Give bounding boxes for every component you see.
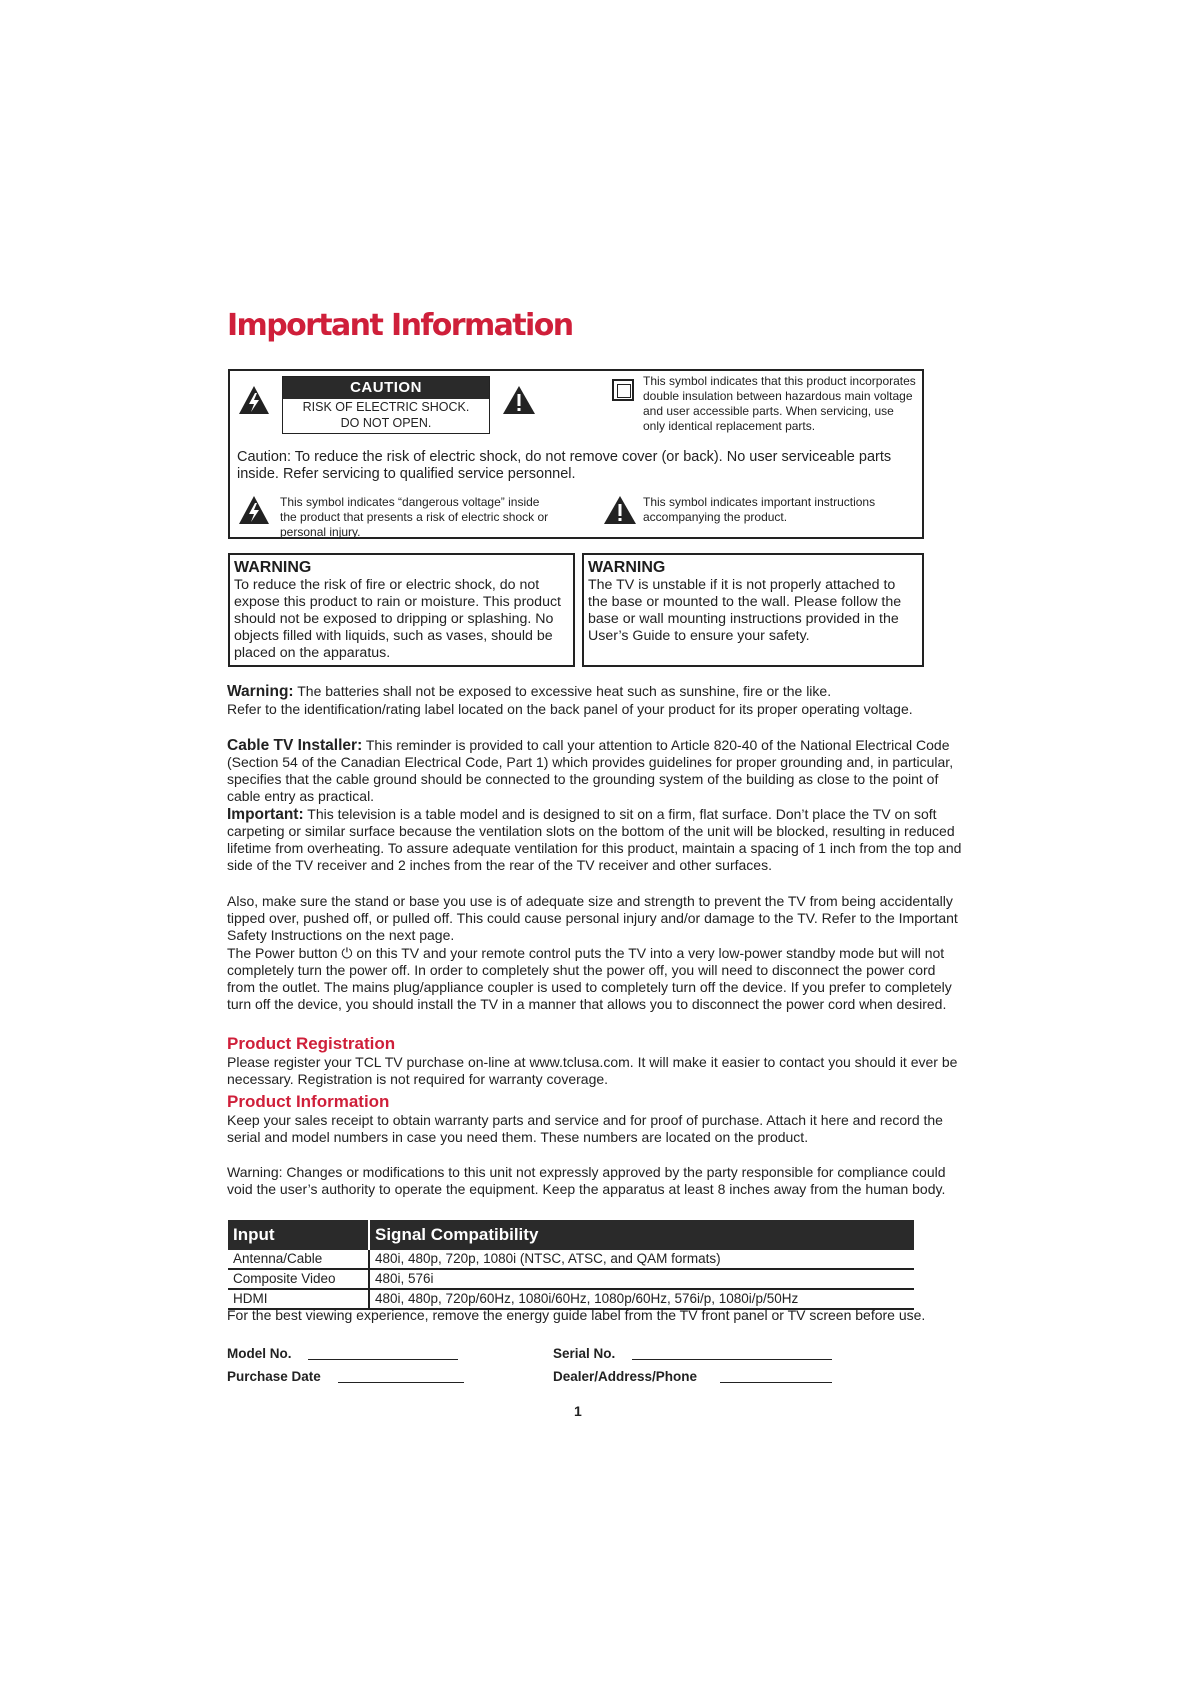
table-cell: 480i, 480p, 720p, 1080i (NTSC, ATSC, and QAM formats)	[369, 1250, 914, 1269]
instructions-text: This symbol indicates important instructions accompanying the product.	[643, 495, 876, 524]
warning-text: The TV is unstable if it is not properly attached to the base or mounted to the wall. Please follow the base or wall mounting instructions provided in the User’s Guide to ensure your safety.	[588, 577, 902, 644]
warning-box-fire	[228, 553, 575, 667]
battery-warning-lead: Warning:	[227, 683, 294, 700]
product-registration-heading: Product Registration	[227, 1034, 396, 1053]
battery-warning	[227, 683, 967, 700]
caution-text: Caution: To reduce the risk of electric shock, do not remove cover (or back). No user serviceable parts inside. Refer servicing to qualified service personnel.	[237, 449, 892, 482]
warning-box-stability	[582, 553, 924, 667]
table-row	[228, 1289, 914, 1309]
power-note	[227, 945, 967, 1013]
table-cell: Antenna/Cable	[228, 1250, 369, 1269]
product-information-text: Keep your sales receipt to obtain warranty parts and service and for proof of purchase. Attach it here and record the serial and model numbers in case you need them. These numbers are located on the product.	[227, 1112, 943, 1145]
page-number: 1	[574, 1403, 582, 1419]
table-cell: Composite Video	[228, 1269, 369, 1289]
signal-compatibility-table	[228, 1220, 914, 1310]
purchase-date-line[interactable]	[338, 1382, 464, 1383]
double-insulation-text: This symbol indicates that this product incorporates double insulation between hazardous main voltage and user accessible parts. When servicing, use only identical replacement parts.	[643, 374, 916, 433]
column-header-signal: Signal Compatibility	[369, 1220, 914, 1250]
caution-box	[228, 369, 924, 539]
table-header-row	[228, 1220, 914, 1250]
warning-text: To reduce the risk of fire or electric shock, do not expose this product to rain or moisture. This product should not be exposed to dripping or splashing. No objects filled with liquids, such as vases, should be placed on the apparatus.	[234, 577, 561, 661]
table-cell: 480i, 480p, 720p/60Hz, 1080i/60Hz, 1080p/60Hz, 576i/p, 1080i/p/50Hz	[369, 1289, 914, 1309]
dealer-line[interactable]	[720, 1382, 832, 1383]
model-number-label: Model No.	[227, 1346, 292, 1361]
caution-risk-line: RISK OF ELECTRIC SHOCK.	[302, 400, 470, 414]
cable-installer-note	[227, 737, 967, 805]
dealer-label: Dealer/Address/Phone	[553, 1369, 698, 1384]
warning-title: WARNING	[588, 559, 666, 576]
lightning-triangle-icon	[238, 495, 270, 525]
caution-do-not-open: DO NOT OPEN.	[340, 416, 432, 430]
table-row	[228, 1250, 914, 1269]
caution-label	[282, 376, 490, 434]
product-information-heading: Product Information	[227, 1092, 390, 1111]
dangerous-voltage-text: This symbol indicates “dangerous voltage” inside the product that presents a risk of electric shock or personal injury.	[280, 495, 549, 539]
important-note	[227, 806, 967, 874]
exclamation-triangle-icon	[603, 495, 637, 525]
stand-note: Also, make sure the stand or base you use is of adequate size and strength to prevent the TV from being accidentally tipped over, pushed off, or pulled off. This could cause personal injury and/or damage to the TV. Refer to the Important Safety Instructions on the next page.	[227, 893, 958, 943]
table-cell: 480i, 576i	[369, 1269, 914, 1289]
power-note-text-a: The Power button	[227, 945, 342, 961]
rating-note: Refer to the identification/rating label located on the back panel of your product for its proper operating voltage.	[227, 701, 913, 717]
cable-installer-lead: Cable TV Installer:	[227, 737, 363, 754]
column-header-input: Input	[228, 1220, 369, 1250]
viewing-note: For the best viewing experience, remove the energy guide label from the TV front panel or TV screen before use.	[227, 1307, 926, 1323]
cable-installer-text: This reminder is provided to call your attention to Article 820-40 of the National Electrical Code (Section 54 of the Canadian Electrical Code, Part 1) which provides guidelines for proper grounding and, in particular, specifies that the cable ground should be connected to the grounding system of the building as close to the point of cable entry as practical.	[227, 737, 954, 804]
lightning-triangle-icon	[238, 385, 270, 415]
important-text: This television is a table model and is designed to sit on a firm, flat surface. Don’t place the TV on soft carpeting or similar surface because the ventilation slots on the bottom of the unit will be blocked, resulting in reduced lifetime from overheating. To assure adequate ventilation for this product, maintain a spacing of 1 inch from the top and side of the TV receiver and 2 inches from the rear of the TV receiver and other surfaces.	[227, 806, 962, 873]
caution-header: CAUTION	[283, 377, 489, 399]
warning-title: WARNING	[234, 559, 312, 576]
table-row	[228, 1269, 914, 1289]
registration-text: Please register your TCL TV purchase on-line at www.tclusa.com. It will make it easier to contact you should it ever be necessary. Registration is not required for warranty coverage.	[227, 1054, 958, 1087]
table-cell: HDMI	[228, 1289, 369, 1309]
modification-warning: Warning: Changes or modifications to this unit not expressly approved by the party responsible for compliance could void the user’s authority to operate the equipment. Keep the apparatus at least 8 inches away from the human body.	[227, 1164, 946, 1197]
double-insulation-icon	[612, 379, 634, 401]
exclamation-triangle-icon	[502, 385, 536, 415]
important-lead: Important:	[227, 806, 304, 823]
power-note-text-b: on this TV and your remote control puts the TV into a very low-power standby mode but will not completely turn the power off. In order to completely shut the power off, you will need to disconnect the power cord from the outlet. The mains plug/appliance coupler is used to completely turn off the device. If you prefer to completely turn off the device, you should install the TV in a manner that allows you to disconnect the power cord when desired.	[227, 945, 952, 1012]
power-icon: ⏻	[341, 945, 353, 961]
model-number-line[interactable]	[308, 1359, 458, 1360]
serial-number-label: Serial No.	[553, 1346, 616, 1361]
purchase-date-label: Purchase Date	[227, 1369, 321, 1384]
serial-number-line[interactable]	[632, 1359, 832, 1360]
page-title: Important Information	[227, 308, 573, 343]
battery-warning-text: The batteries shall not be exposed to excessive heat such as sunshine, fire or the like.	[293, 683, 832, 699]
